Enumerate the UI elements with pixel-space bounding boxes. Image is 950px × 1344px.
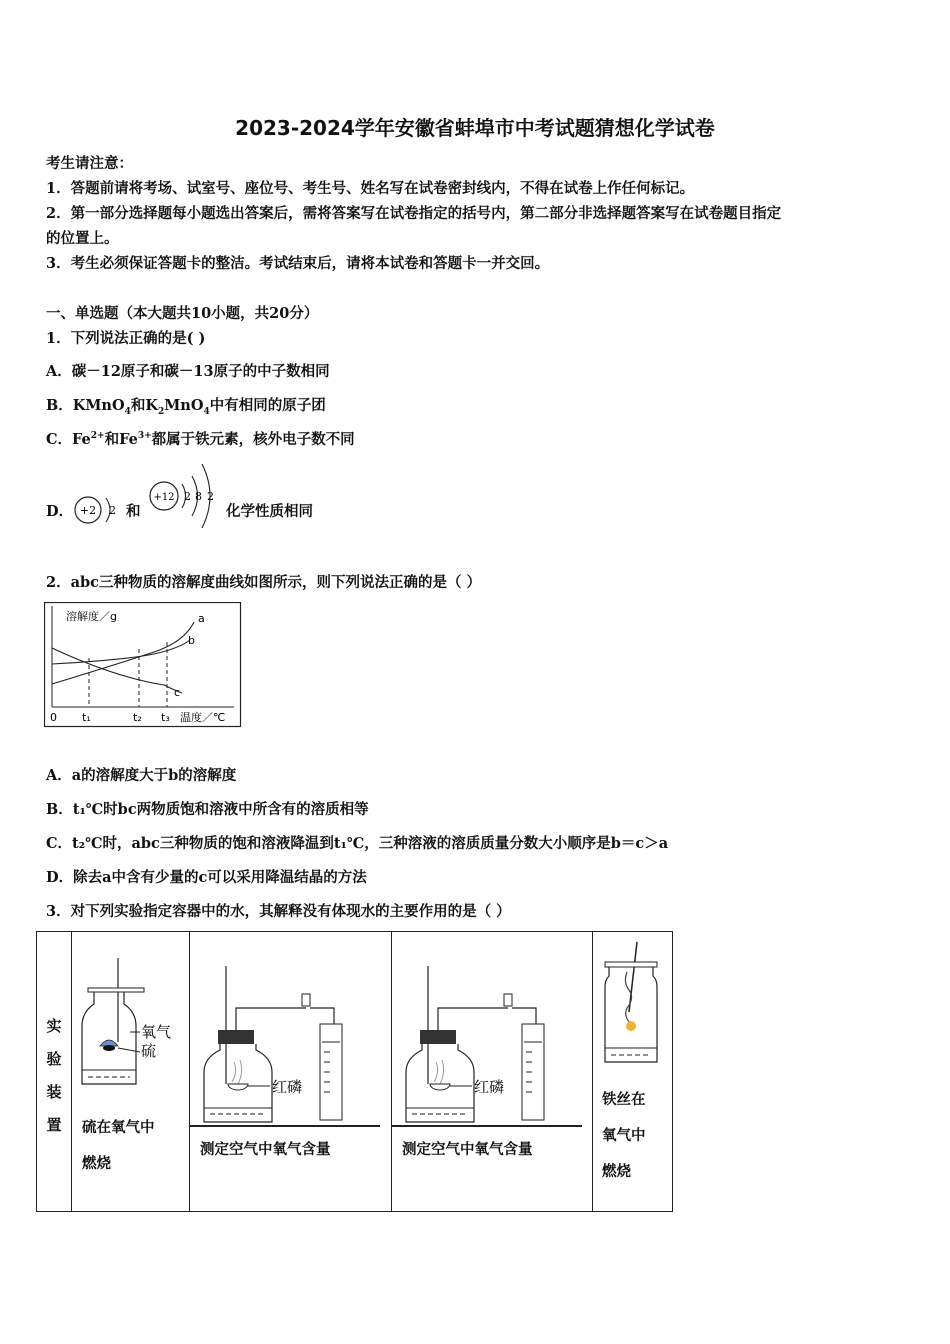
q1-option-c: C．$Fe^{2+}$和$Fe^{3+}$都属于铁元素，核外电子数不同 — [46, 431, 355, 448]
caption-sulfur: 硫在氧气中 燃烧 — [82, 1119, 155, 1172]
q2-option-c: C．t₂℃时，abc三种物质的饱和溶液降温到t₁℃，三种溶液的溶质质量分数大小顺序是b＝c＞a — [46, 835, 669, 852]
svg-text:c: c — [174, 686, 181, 699]
notice-item: 2．第一部分选择题每小题选出答案后，需将答案写在试卷指定的括号内，第二部分非选择题答案写在试卷题目指定 — [46, 205, 782, 222]
q1-option-d-label: D． — [46, 503, 74, 520]
atom-diagram-mg — [146, 460, 220, 532]
svg-text:b: b — [188, 634, 195, 647]
experiment-iron-wire — [593, 932, 673, 1212]
q1-option-a: A．碳－12原子和碳－13原子的中子数相同 — [46, 363, 330, 380]
experiment-table — [36, 931, 673, 1212]
svg-text:2: 2 — [207, 490, 214, 503]
notice-item: 的位置上。 — [46, 230, 119, 247]
notice-item: 1．答题前请将考场、试室号、座位号、考生号、姓名写在试卷密封线内，不得在试卷上作任何标记。 — [46, 180, 695, 197]
q2-option-b: B．t₁℃时bc两物质饱和溶液中所含有的溶质相等 — [46, 801, 369, 818]
q2-option-d: D．除去a中含有少量的c可以采用降温结晶的方法 — [46, 869, 367, 886]
svg-text:0: 0 — [50, 711, 57, 724]
caption-phosphorus-2: 测定空气中氧气含量 — [402, 1141, 533, 1158]
q1-option-d-and: 和 — [126, 503, 141, 520]
svg-text:t₃: t₃ — [161, 711, 170, 724]
phosphorus-apparatus-figure — [190, 932, 391, 1138]
q2-stem: 2．abc三种物质的溶解度曲线如图所示，则下列说法正确的是（ ） — [46, 574, 481, 591]
caption-phosphorus-1: 测定空气中氧气含量 — [200, 1141, 331, 1158]
q1-stem: 1．下列说法正确的是( ) — [46, 330, 206, 347]
caption-iron-wire: 铁丝在 氧气中 燃烧 — [602, 1091, 646, 1180]
svg-text:2: 2 — [109, 504, 116, 517]
phosphorus-apparatus-figure — [392, 932, 592, 1138]
notice-heading: 考生请注意： — [46, 155, 133, 172]
svg-text:t₁: t₁ — [82, 711, 91, 724]
svg-text:氧气: 氧气 — [141, 1023, 172, 1041]
solubility-graph — [44, 602, 242, 728]
iron-wire-jar-figure — [593, 932, 672, 1082]
experiment-phosphorus-2 — [392, 932, 593, 1212]
page-title: 2023-2024学年安徽省蚌埠市中考试题猜想化学试卷 — [235, 116, 715, 140]
svg-text:溶解度／g: 溶解度／g — [66, 610, 117, 623]
svg-text:温度／℃: 温度／℃ — [180, 711, 226, 724]
svg-text:红磷: 红磷 — [272, 1078, 303, 1096]
section-heading: 一、单选题（本大题共10小题，共20分） — [46, 305, 319, 322]
q2-option-a: A．a的溶解度大于b的溶解度 — [46, 767, 237, 784]
row-header: 实 验 装 置 — [37, 932, 72, 1212]
svg-text:红磷: 红磷 — [474, 1078, 505, 1096]
svg-text:+12: +12 — [153, 492, 175, 503]
svg-text:2: 2 — [184, 490, 191, 503]
svg-text:t₂: t₂ — [133, 711, 142, 724]
svg-text:8: 8 — [195, 490, 202, 503]
notice-item: 3．考生必须保证答题卡的整洁。考试结束后，请将本试卷和答题卡一并交回。 — [46, 255, 550, 272]
svg-text:硫: 硫 — [141, 1042, 157, 1060]
q1-option-b: B．KMnO$_4$和$K_2MnO_4$中有相同的原子团 — [46, 397, 326, 417]
experiment-sulfur — [72, 932, 190, 1212]
experiment-phosphorus-1 — [190, 932, 392, 1212]
svg-text:a: a — [198, 612, 205, 625]
svg-text:+2: +2 — [79, 504, 97, 517]
q1-option-d-text: 化学性质相同 — [226, 503, 313, 520]
sulfur-jar-figure — [72, 932, 189, 1110]
q3-stem: 3．对下列实验指定容器中的水，其解释没有体现水的主要作用的是（ ） — [46, 903, 511, 920]
atom-diagram-he — [70, 492, 122, 528]
